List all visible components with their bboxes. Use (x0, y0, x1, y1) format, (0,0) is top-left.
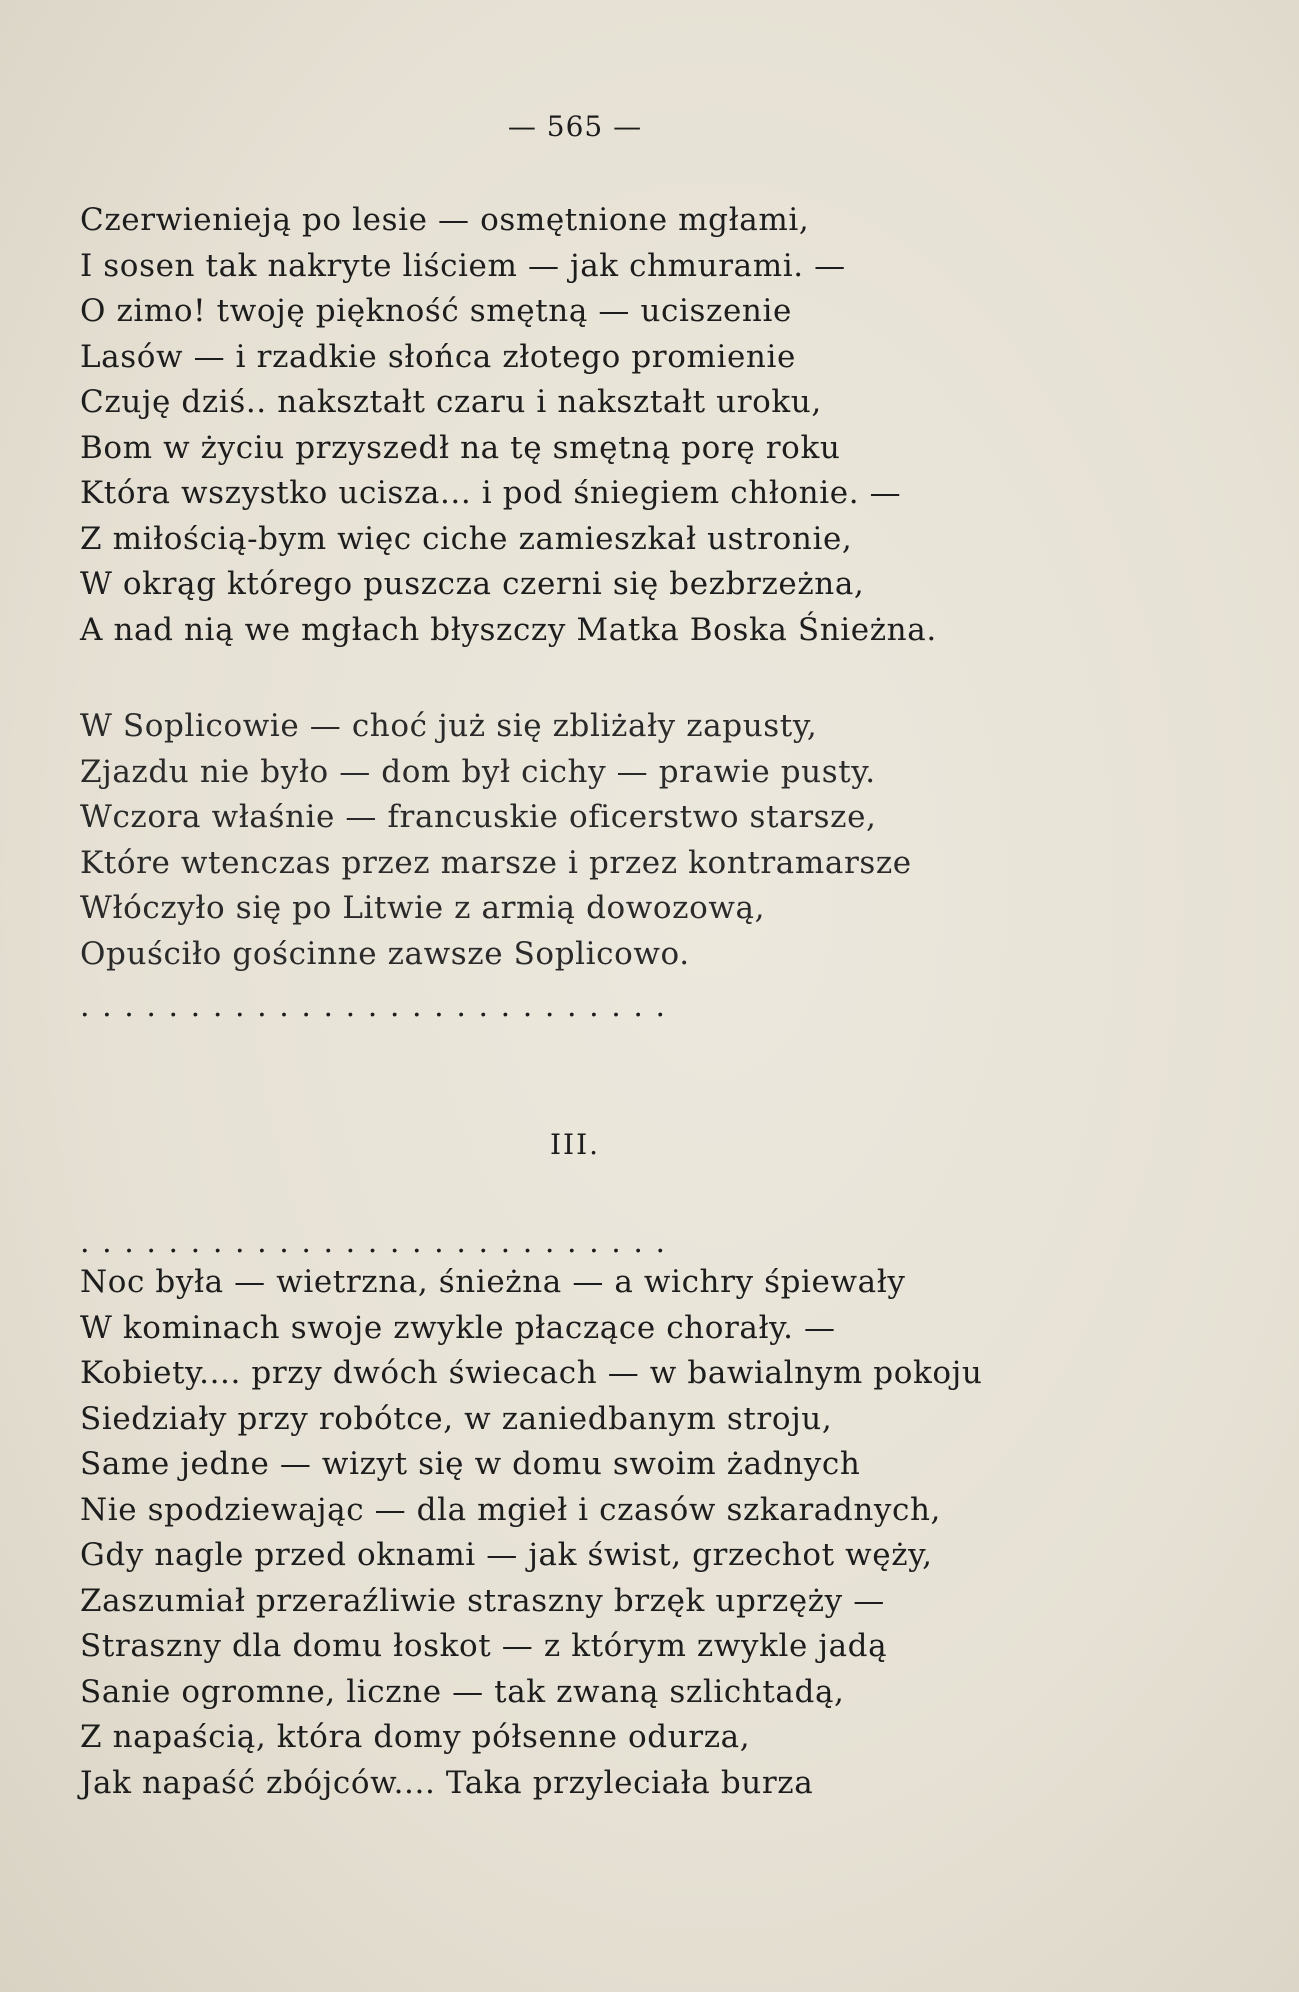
verse-line: Noc była — wietrzna, śnieżna — a wichry śpiewały (80, 1264, 906, 1300)
verse-line: O zimo! twoję piękność smętną — uciszenie (80, 293, 792, 329)
verse-line: Zaszumiał przeraźliwie straszny brzęk uprzęży — (80, 1582, 885, 1619)
verse-line: Która wszystko ucisza... i pod śniegiem chłonie. — (80, 475, 902, 511)
verse-line: Które wtenczas przez marsze i przez kontramarsze (80, 844, 912, 881)
verse-line: Czuję dziś.. nakształt czaru i nakształt uroku, (80, 384, 822, 420)
verse-line: Lasów — i rzadkie słońca złotego promienie (80, 338, 796, 375)
verse-line: W kominach swoje zwykle płaczące chorały. — (80, 1309, 836, 1346)
verse-line: Zjazdu nie było — dom był cichy — prawie pusty. (80, 753, 876, 790)
verse-line: Nie spodziewając — dla mgieł i czasów szkaradnych, (80, 1491, 941, 1528)
verse-line: A nad nią we mgłach błyszczy Matka Boska Śnieżna. (80, 611, 937, 648)
verse-line: Same jedne — wizyt się w domu swoim żadnych (80, 1446, 861, 1482)
verse-line: I sosen tak nakryte liściem — jak chmurami. — (80, 247, 846, 284)
verse-line: Włóczyło się po Litwie z armią dowozową, (80, 890, 766, 926)
verse-line: Jak napaść zbójców.... Taka przyleciała burza (80, 1764, 814, 1801)
verse-line: Wczora właśnie — francuskie oficerstwo starsze, (80, 799, 877, 835)
verse-line: Straszny dla domu łoskot — z którym zwykle jadą (80, 1628, 888, 1664)
verse-line: Bom w życiu przyszedł na tę smętną porę roku (80, 429, 841, 466)
stanza-1 (80, 198, 937, 653)
stanza-2 (80, 704, 912, 977)
verse-line: Czerwienieją po lesie — osmętnione mgłami, (80, 202, 810, 238)
section-heading: III. (549, 1128, 601, 1161)
verse-line: Kobiety.... przy dwóch świecach — w bawialnym pokoju (80, 1355, 983, 1391)
verse-line: W okrąg którego puszcza czerni się bezbrzeżna, (80, 566, 865, 602)
verse-line: Gdy nagle przed oknami — jak świst, grzechot węży, (80, 1537, 933, 1573)
dotted-separator: ........................... (80, 992, 678, 1022)
verse-line: Opuściło gościnne zawsze Soplicowo. (80, 935, 690, 972)
verse-line: Z napaścią, która domy półsenne odurza, (80, 1719, 751, 1755)
verse-line: Sanie ogromne, liczne — tak zwaną szlichtadą, (80, 1673, 845, 1710)
dotted-separator: ........................... (80, 1228, 678, 1258)
verse-line: W Soplicowie — choć już się zbliżały zapusty, (80, 708, 818, 744)
page-number: — 565 — (507, 110, 643, 143)
stanza-3 (80, 1260, 982, 1806)
verse-line: Siedziały przy robótce, w zaniedbanym stroju, (80, 1400, 833, 1437)
verse-line: Z miłością-bym więc ciche zamieszkał ustronie, (80, 520, 853, 557)
